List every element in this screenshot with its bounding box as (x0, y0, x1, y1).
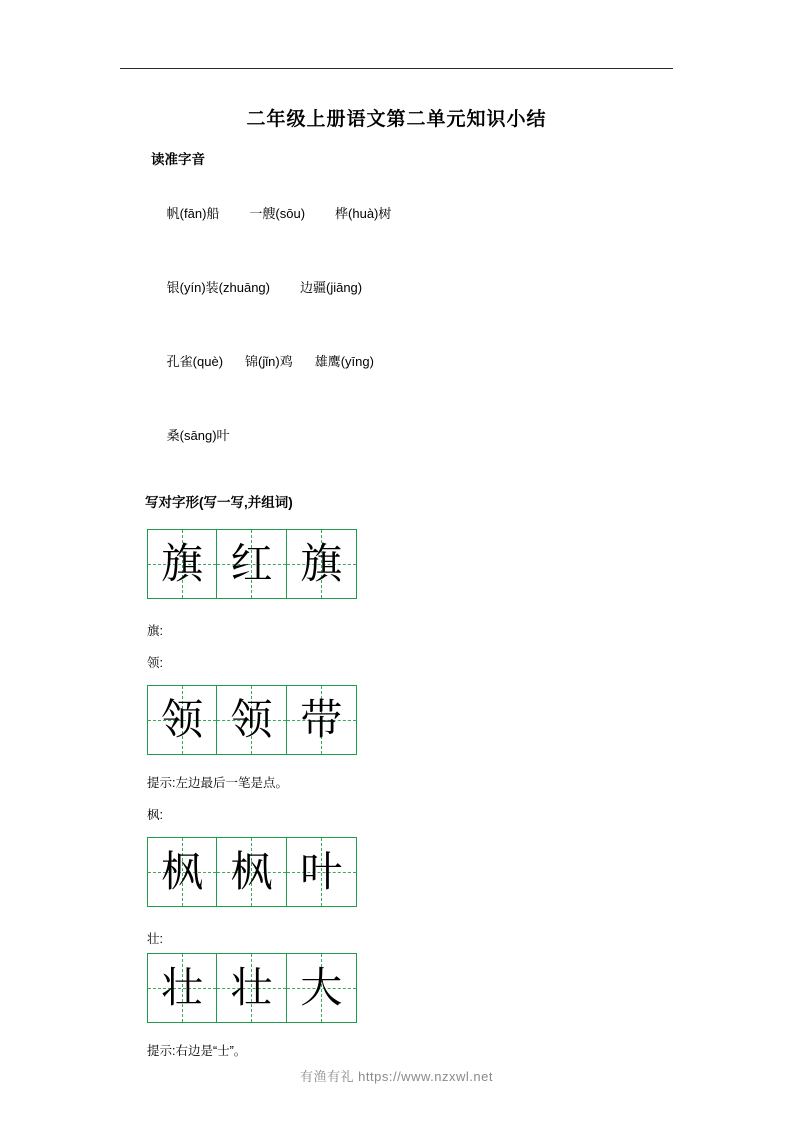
character-glyph: 领 (161, 695, 204, 744)
pronunciation-line (145, 336, 665, 385)
character-glyph: 领 (230, 695, 273, 744)
grid-cell (287, 954, 356, 1022)
character-glyph: 枫 (230, 847, 273, 896)
footer-watermark: 有渔有礼 https://www.nzxwl.net (300, 1069, 493, 1084)
grid-cell (217, 838, 286, 906)
pronunciation-item: 边疆(jiāng) (299, 280, 363, 295)
character-glyph: 枫 (161, 847, 204, 896)
pronunciation-item: 一艘(sōu) (249, 206, 306, 221)
pronunciation-line (145, 410, 665, 459)
pronunciation-item: 桑(sāng)叶 (166, 428, 230, 443)
character-glyph: 旗 (300, 539, 343, 588)
character-glyph: 壮 (230, 963, 273, 1012)
section-heading-pronunciation: 读准字音 (151, 152, 205, 167)
page-title: 二年级上册语文第二单元知识小结 (246, 109, 547, 130)
grid-cell (287, 530, 356, 598)
grid-cell (148, 530, 217, 598)
character-label: 壮: (147, 932, 163, 946)
character-grid (147, 685, 357, 755)
character-glyph: 叶 (300, 847, 343, 896)
character-glyph: 壮 (161, 963, 204, 1012)
pronunciation-line (145, 262, 665, 311)
header-divider (120, 68, 673, 69)
document-body (145, 148, 665, 1059)
character-hint: 提示:左边最后一笔是点。 (147, 776, 288, 790)
grid-cell (217, 530, 286, 598)
pronunciation-line (145, 188, 665, 237)
character-glyph: 红 (230, 539, 273, 588)
grid-cell (217, 686, 286, 754)
pronunciation-item: 雄鹰(yīng) (314, 354, 374, 369)
pronunciation-item: 银(yín)装(zhuāng) (166, 280, 270, 295)
pronunciation-item: 帆(fān)船 (166, 206, 220, 221)
character-grid (147, 529, 357, 599)
character-grid (147, 837, 357, 907)
pronunciation-item: 孔雀(què) (166, 354, 224, 369)
grid-cell (287, 838, 356, 906)
grid-cell (148, 954, 217, 1022)
character-grid (147, 953, 357, 1023)
grid-cell (287, 686, 356, 754)
grid-cell (148, 686, 217, 754)
character-glyph: 旗 (161, 539, 204, 588)
character-glyph: 大 (300, 963, 343, 1012)
pronunciation-item: 锦(jǐn)鸡 (245, 354, 293, 369)
grid-cell (217, 954, 286, 1022)
pronunciation-item: 桦(huà)树 (335, 206, 392, 221)
grid-cell (148, 838, 217, 906)
section-heading-characters: 写对字形(写一写,并组词) (145, 495, 293, 510)
character-label: 领: (147, 656, 163, 670)
character-label: 旗: (147, 624, 163, 638)
character-hint: 提示:右边是“士”。 (147, 1044, 247, 1058)
character-label: 枫: (147, 808, 163, 822)
character-glyph: 带 (300, 695, 343, 744)
